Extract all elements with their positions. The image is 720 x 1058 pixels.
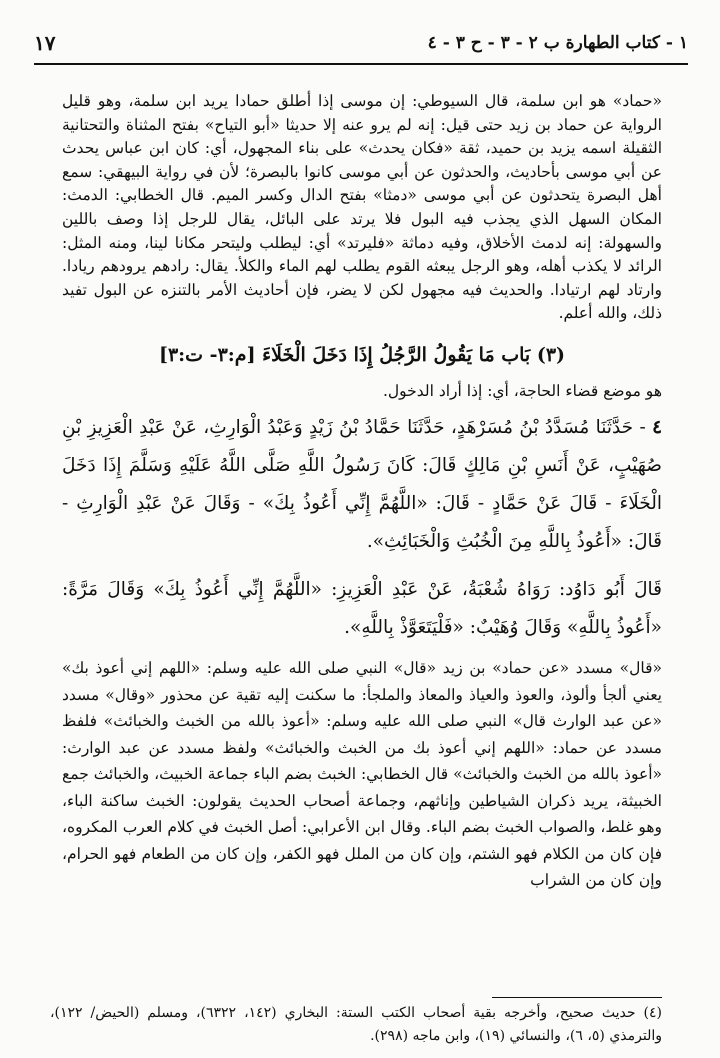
chapter-gloss: هو موضع قضاء الحاجة، أي: إذا أراد الدخول. (382, 381, 662, 400)
hadith-number: ٤ (652, 417, 662, 439)
page-body (62, 90, 662, 894)
header-rule (34, 63, 688, 65)
chapter-heading: (٣) بَاب مَا يَقُولُ الرَّجُلُ إِذَا دَخَلَ الْخَلَاءَ [م:٣- ت:٣] (158, 343, 566, 366)
running-title: ١ - كتاب الطهارة ب ٢ - ٣ - ح ٣ - ٤ (427, 33, 688, 53)
intro-text: «حماد» هو ابن سلمة، قال السيوطي: إن موسى إذا أطلق حمادا يريد ابن سلمة، وهو قليل الرواية عن حماد بن زيد حتى قيل: إنه لم يرو عنه إلا حديثا «أبو التياح» بفتح المثناة والتحتانية الثقيلة اسمه يزيد بن حميد، ثقة «فكان يحدث» على بناء المجهول، أي: كان ابن عباس يحدث عن أبي موسى بأحاديث، والحدثون عن أبي موسى كانوا بالبصرة؛ لأن في رواية البيهقي: سمع أهل البصرة يتحدثون عن أبي موسى «دمثا» بفتح الدال وكسر الميم. قال الخطابي: الدمث: المكان السهل الذي يجذب فيه البول فلا يرتد على البائل، يقال للرجل إذا وصف باللين والسهولة: إنه لدمث الأخلاق، وفيه دماثة «فليرتد» أي: ليطلب وليتحر مكانا لينا، ومنه المثل: الرائد لا يكذب أهله، وهو الرجل يبعثه القوم يطلب لهم الماء والكلأ. يقال: رادهم يرودهم ريادا. وارتاد لهم ارتيادا. والحديث فيه مجهول لكن لا يضر، فإن أحاديث الأمر بالتنزه عن البول تفيد ذلك، والله أعلم. (62, 92, 662, 323)
page-header (34, 28, 688, 58)
page-number: ١٧ (34, 31, 56, 55)
hadith-text-block (62, 409, 662, 561)
hadith-text: - حَدَّثَنَا مُسَدَّدُ بْنُ مُسَرْهَدٍ، حَدَّثَنَا حَمَّادُ بْنُ زَيْدٍ وَعَبْدُ الْوَارِثِ، عَنْ عَبْدِ الْعَزِيزِ بْنِ صُهَيْبٍ، عَنْ أَنَسِ بْنِ مَالِكٍ قَالَ: كَانَ رَسُولُ اللَّهِ صَلَّى اللَّهُ عَلَيْهِ وَسَلَّمَ إِذَا دَخَلَ الْخَلَاءَ - قَالَ عَنْ حَمَّادٍ - قَالَ: «اللَّهُمَّ إِنِّي أَعُوذُ بِكَ» - وَقَالَ عَنْ عَبْدِ الْوَارِثِ - قَالَ: «أَعُوذُ بِاللَّهِ مِنَ الْخُبُثِ وَالْخَبَائِثِ». (62, 417, 662, 553)
intro-commentary (62, 90, 662, 326)
footnote: (٤) حديث صحيح، وأخرجه بقية أصحاب الكتب الستة: البخاري (١٤٢، ٦٣٢٢)، ومسلم (الحيض/ ١٢٢)، والترمذي (٥، ٦)، والنسائي (١٩)، وابن ماجه (٢٩٨). (50, 1005, 663, 1044)
abu-dawud-note: قَالَ أَبُو دَاوُد: رَوَاهُ شُعْبَةُ، عَنْ عَبْدِ الْعَزِيزِ: «اللَّهُمَّ إِنِّي أَعُوذُ بِكَ» وَقَالَ مَرَّةً: «أَعُوذُ بِاللَّهِ» وَقَالَ وُهَيْبٌ: «فَلْيَتَعَوَّذْ بِاللَّهِ». (62, 579, 662, 639)
footnote-rule (492, 997, 662, 998)
hadith-commentary: «قال» مسدد «عن حماد» بن زيد «قال» النبي صلى الله عليه وسلم: «اللهم إني أعوذ بك» يعني ألجأ وألوذ، والعوذ والعياذ والمعاذ والملجأ: ما سكنت إليه تقية عن محذور «وقال» مسدد «عن عبد الوارث قال» النبي صلى الله عليه وسلم: «أعوذ بالله من الخبث والخبائث» فلفظ مسدد عن حماد: «اللهم إني أعوذ بك من الخبث والخبائث» ولفظ مسدد عن عبد الوارث: «أعوذ بالله من الخبث والخبائث» قال الخطابي: الخبث بضم الباء جماعة الخبيث، والخبائث جمع الخبيثة، يريد ذكران الشياطين وإناثهم، وجماعة أصحاب الحديث يقولون: الخبث ساكنة الباء، وهو غلط، والصواب الخبث بضم الباء. وقال ابن الأعرابي: أصل الخبث في كلام العرب المكروه، فإن كان من الكلام فهو الشتم، وإن كان من الملل فهو الكفر، وإن كان من الطعام فهو الحرام، وإن كان من الشراب (62, 659, 662, 890)
